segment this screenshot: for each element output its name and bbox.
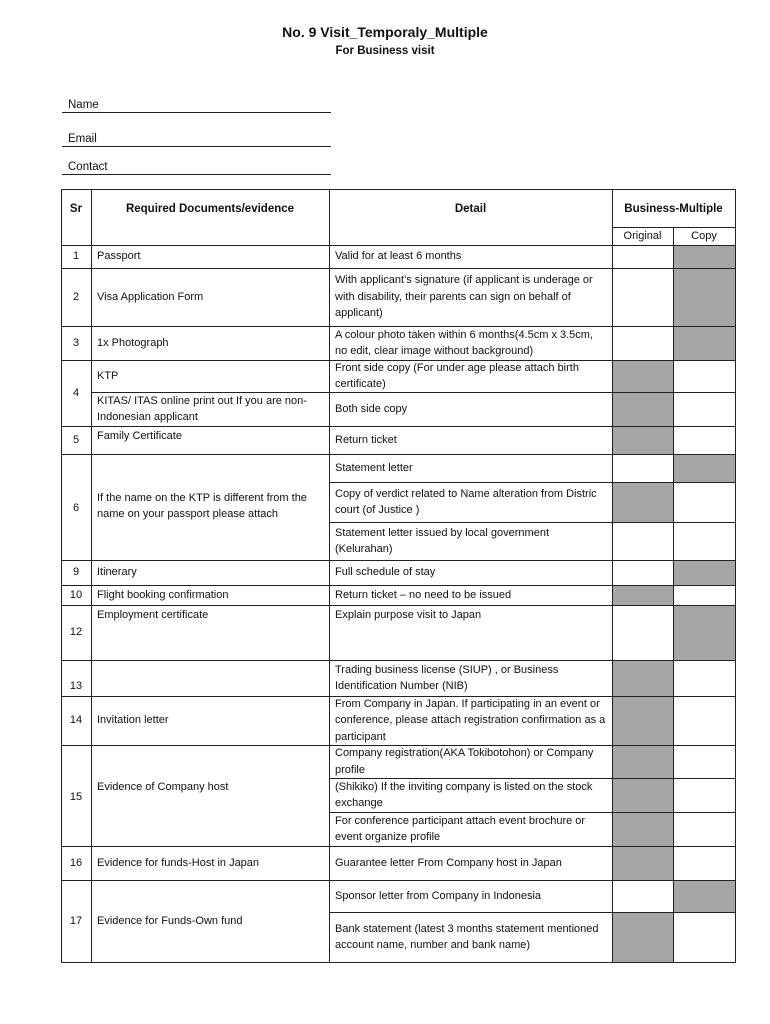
- original-header: Original: [623, 229, 662, 242]
- page-title: No. 9 Visit_Temporaly_Multiple: [282, 24, 488, 40]
- copy-checkbox[interactable]: [673, 482, 735, 522]
- table-rule: [61, 962, 736, 963]
- detail-cell: Return ticket: [335, 433, 397, 446]
- document-cell: KTP: [97, 369, 119, 382]
- table-rule: [329, 454, 736, 455]
- detail-cell: Front side copy (For under age please attach birth certificate): [335, 361, 579, 390]
- table-rule: [91, 426, 330, 427]
- copy-checkbox[interactable]: [673, 880, 735, 912]
- detail-cell: From Company in Japan. If participating in an event or conference, please attach registration confirmation as a participant: [335, 697, 606, 743]
- copy-checkbox[interactable]: [673, 560, 735, 585]
- sr-cell: 14: [69, 714, 83, 727]
- copy-checkbox[interactable]: [673, 522, 735, 560]
- sr-cell: 3: [72, 336, 80, 349]
- detail-cell: Valid for at least 6 months: [335, 250, 462, 263]
- document-cell: If the name on the KTP is different from the name on your passport please attach: [97, 491, 307, 520]
- sr-cell: 6: [72, 502, 80, 515]
- original-checkbox[interactable]: [612, 745, 673, 778]
- copy-checkbox[interactable]: [673, 605, 735, 660]
- copy-checkbox[interactable]: [673, 268, 735, 326]
- table-rule: [61, 326, 736, 327]
- copy-checkbox[interactable]: [673, 846, 735, 880]
- table-rule: [61, 880, 736, 881]
- detail-cell: Return ticket – no need to be issued: [335, 588, 512, 601]
- detail-cell: With applicant's signature (if applicant is underage or with disability, their parents can sign on behalf of applicant): [335, 274, 593, 320]
- table-rule: [91, 392, 330, 393]
- original-checkbox[interactable]: [612, 482, 673, 522]
- detail-cell: (Shikiko) If the inviting company is listed on the stock exchange: [335, 780, 593, 809]
- detail-cell: A colour photo taken within 6 months(4.5cm x 3.5cm, no edit, clear image without background): [335, 328, 594, 357]
- table-rule: [673, 227, 674, 963]
- sr-cell: 10: [69, 588, 83, 601]
- original-checkbox[interactable]: [612, 268, 673, 326]
- detail-cell: Statement letter: [335, 461, 413, 474]
- table-rule: [61, 245, 736, 246]
- copy-checkbox[interactable]: [673, 426, 735, 454]
- table-rule: [61, 696, 736, 697]
- copy-header: Copy: [691, 229, 717, 242]
- original-checkbox[interactable]: [612, 326, 673, 360]
- table-rule: [61, 560, 736, 561]
- detail-cell: Company registration(AKA Tokibotohon) or Company profile: [335, 747, 594, 776]
- table-rule: [61, 189, 736, 190]
- detail-cell: Bank statement (latest 3 months statement mentioned account name, number and bank name): [335, 922, 599, 951]
- document-cell: Passport: [97, 250, 141, 263]
- copy-checkbox[interactable]: [673, 392, 735, 426]
- document-cell: Evidence of Company host: [97, 780, 229, 793]
- original-checkbox[interactable]: [612, 522, 673, 560]
- page-subtitle: For Business visit: [335, 45, 435, 57]
- sr-cell: 16: [69, 856, 83, 869]
- documents-header: Required Documents/evidence: [125, 202, 295, 215]
- sr-cell: 9: [72, 566, 80, 579]
- table-rule: [329, 778, 736, 779]
- original-checkbox[interactable]: [612, 880, 673, 912]
- copy-checkbox[interactable]: [673, 326, 735, 360]
- email-label: Email: [68, 133, 97, 145]
- table-rule: [612, 227, 736, 228]
- original-checkbox[interactable]: [612, 660, 673, 696]
- document-cell: 1x Photograph: [97, 336, 169, 349]
- document-cell: KITAS/ ITAS online print out If you are non-Indonesian applicant: [97, 394, 307, 423]
- original-checkbox[interactable]: [612, 778, 673, 812]
- table-rule: [61, 585, 736, 586]
- table-rule: [61, 268, 736, 269]
- document-cell: Employment certificate: [97, 609, 209, 621]
- table-rule: [61, 745, 736, 746]
- sr-cell: 13: [69, 679, 83, 692]
- original-checkbox[interactable]: [612, 846, 673, 880]
- table-rule: [61, 454, 330, 455]
- table-rule: [329, 812, 736, 813]
- table-rule: [61, 360, 736, 361]
- copy-checkbox[interactable]: [673, 660, 735, 696]
- table-rule: [329, 912, 736, 913]
- detail-cell: Sponsor letter from Company in Indonesia: [335, 889, 542, 902]
- table-rule: [61, 426, 92, 427]
- sr-cell: 12: [69, 626, 83, 639]
- document-cell: Family Certificate: [97, 430, 182, 442]
- detail-header: Detail: [454, 202, 487, 215]
- detail-cell: Both side copy: [335, 402, 408, 415]
- original-checkbox[interactable]: [612, 360, 673, 392]
- detail-cell: Trading business license (SIUP) , or Business Identification Number (NIB): [335, 663, 559, 692]
- contact-label: Contact: [68, 161, 108, 173]
- detail-cell: For conference participant attach event brochure or event organize profile: [335, 814, 586, 843]
- sr-header: Sr: [69, 202, 83, 215]
- copy-checkbox[interactable]: [673, 812, 735, 846]
- original-checkbox[interactable]: [612, 392, 673, 426]
- copy-checkbox[interactable]: [673, 778, 735, 812]
- copy-checkbox[interactable]: [673, 912, 735, 962]
- business-multiple-header: Business-Multiple: [624, 202, 723, 215]
- copy-checkbox[interactable]: [673, 360, 735, 392]
- original-checkbox[interactable]: [612, 812, 673, 846]
- table-rule: [61, 605, 736, 606]
- original-checkbox[interactable]: [612, 426, 673, 454]
- sr-cell: 17: [69, 914, 83, 927]
- copy-checkbox[interactable]: [673, 454, 735, 482]
- sr-cell: 4: [72, 386, 80, 399]
- document-cell: Itinerary: [97, 566, 137, 579]
- detail-cell: Copy of verdict related to Name alteration from Distric court (of Justice ): [335, 487, 597, 516]
- sr-cell: 5: [72, 433, 80, 446]
- detail-cell: Full schedule of stay: [335, 566, 436, 579]
- original-checkbox[interactable]: [612, 560, 673, 585]
- table-rule: [329, 392, 736, 393]
- document-cell: Visa Application Form: [97, 290, 204, 303]
- document-cell: Evidence for Funds-Own fund: [97, 914, 243, 927]
- copy-checkbox[interactable]: [673, 585, 735, 605]
- detail-cell: Guarantee letter From Company host in Japan: [335, 856, 562, 869]
- sr-cell: 2: [72, 290, 80, 303]
- copy-checkbox[interactable]: [673, 745, 735, 778]
- original-checkbox[interactable]: [612, 585, 673, 605]
- table-rule: [329, 522, 736, 523]
- detail-cell: Statement letter issued by local government (Kelurahan): [335, 526, 550, 555]
- original-checkbox[interactable]: [612, 245, 673, 268]
- original-checkbox[interactable]: [612, 912, 673, 962]
- table-rule: [329, 482, 736, 483]
- table-rule: [61, 660, 736, 661]
- document-cell: Evidence for funds-Host in Japan: [97, 856, 260, 869]
- copy-checkbox[interactable]: [673, 696, 735, 745]
- name-label: Name: [68, 99, 99, 111]
- original-checkbox[interactable]: [612, 605, 673, 660]
- table-rule: [61, 846, 736, 847]
- copy-checkbox[interactable]: [673, 245, 735, 268]
- document-cell: Flight booking confirmation: [97, 588, 229, 601]
- sr-cell: 15: [69, 791, 83, 804]
- original-checkbox[interactable]: [612, 454, 673, 482]
- document-cell: Invitation letter: [97, 714, 169, 727]
- sr-cell: 1: [72, 250, 80, 263]
- original-checkbox[interactable]: [612, 696, 673, 745]
- detail-cell: Explain purpose visit to Japan: [335, 609, 482, 621]
